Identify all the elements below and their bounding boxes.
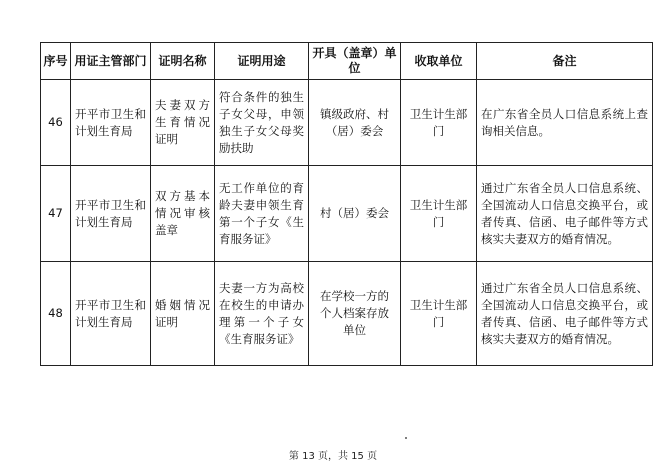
header-row <box>41 43 653 80</box>
certificate-cell: 婚姻情况证明 <box>151 262 215 366</box>
header-receiver: 收取单位 <box>401 43 477 80</box>
row-number: 46 <box>41 80 71 166</box>
remark-cell: 通过广东省全员人口信息系统、全国流动人口信息交换平台，或者传真、信函、电子邮件等方式核实夫妻双方的婚育情况。 <box>477 166 653 262</box>
table-row <box>41 80 653 166</box>
purpose-cell: 夫妻一方为高校在校生的申请办理第一个子女《生育服务证》 <box>215 262 309 366</box>
receiver-cell: 卫生计生部门 <box>401 262 477 366</box>
header-no: 序号 <box>41 43 71 80</box>
header-certificate: 证明名称 <box>151 43 215 80</box>
row-number: 48 <box>41 262 71 366</box>
certificate-cell: 双方基本情况审核盖章 <box>151 166 215 262</box>
header-purpose: 证明用途 <box>215 43 309 80</box>
purpose-cell: 符合条件的独生子女父母，申领独生子女父母奖励扶助 <box>215 80 309 166</box>
header-department: 用证主管部门 <box>71 43 151 80</box>
department-cell: 开平市卫生和计划生育局 <box>71 80 151 166</box>
remark-cell: 通过广东省全员人口信息系统、全国流动人口信息交换平台，或者传真、信函、电子邮件等方式核实夫妻双方的婚育情况。 <box>477 262 653 366</box>
issuer-cell: 在学校一方的个人档案存放单位 <box>309 262 401 366</box>
department-cell: 开平市卫生和计划生育局 <box>71 262 151 366</box>
row-number: 47 <box>41 166 71 262</box>
scan-speck <box>405 437 407 439</box>
department-cell: 开平市卫生和计划生育局 <box>71 166 151 262</box>
header-remark: 备注 <box>477 43 653 80</box>
table-row <box>41 166 653 262</box>
remark-cell: 在广东省全员人口信息系统上查询相关信息。 <box>477 80 653 166</box>
certificate-cell: 夫妻双方生育情况证明 <box>151 80 215 166</box>
header-issuer: 开具（盖章）单位 <box>309 43 401 80</box>
certificate-table <box>40 42 653 366</box>
page-footer: 第 13 页，共 15 页 <box>288 451 378 462</box>
purpose-cell: 无工作单位的育龄夫妻申领生育第一个子女《生育服务证》 <box>215 166 309 262</box>
receiver-cell: 卫生计生部门 <box>401 80 477 166</box>
issuer-cell: 镇级政府、村（居）委会 <box>309 80 401 166</box>
issuer-cell: 村（居）委会 <box>309 166 401 262</box>
receiver-cell: 卫生计生部门 <box>401 166 477 262</box>
table-row <box>41 262 653 366</box>
